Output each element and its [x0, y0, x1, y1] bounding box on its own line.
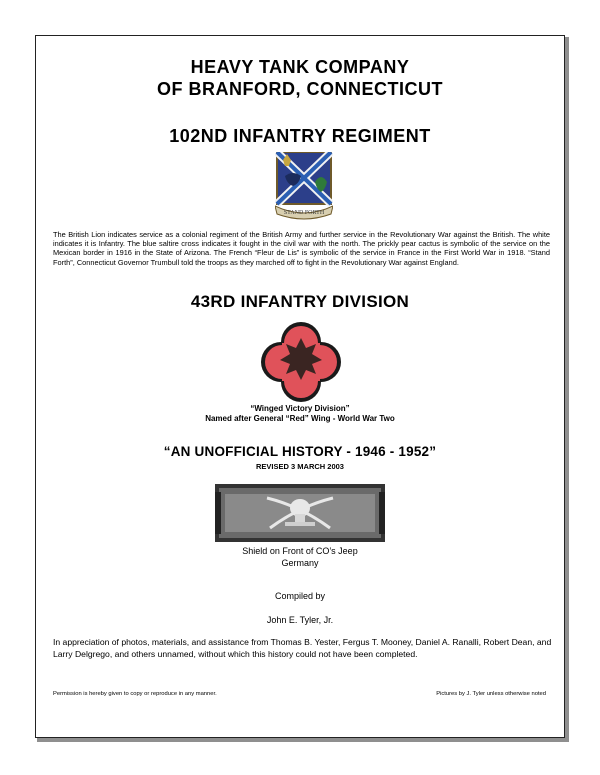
regiment-description: The British Lion indicates service as a colonial regiment of the British Army and further service in the Revolutionary War against the British. The white indicates it is Infantry. The blue saltire cross indicates it fought in the civil war with the north. The prickly pear cactus is symbolic of the service on the Mexican border in 1916 in the State of Arizona. The French “Fleur de Lis” is symbolic of the service in France in the First World War in 1918. “Stand Forth”, Connecticut Governor Trumbull told the troops as they marched off to fight in the Revolutionary War against England.: [53, 230, 550, 267]
regiment-heading: 102ND INFANTRY REGIMENT: [169, 126, 431, 146]
title-line-2: OF BRANFORD, CONNECTICUT: [157, 79, 443, 99]
compiled-by-label: Compiled by: [274, 591, 326, 601]
title-line-1: HEAVY TANK COMPANY: [190, 57, 410, 77]
crest-motto: STAND FORTH: [283, 210, 325, 216]
division-caption-line-1: “Winged Victory Division”: [250, 404, 350, 413]
jeep-shield-photo: [215, 484, 385, 542]
document-page: [35, 35, 565, 738]
photo-caption: [36, 545, 564, 569]
permission-note: Permission is hereby given to copy or reproduce in any manner.: [53, 691, 217, 697]
photo-caption-line-2: Germany: [281, 558, 319, 568]
division-caption: [36, 404, 564, 424]
photo-caption-line-1: Shield on Front of CO’s Jeep: [242, 546, 358, 556]
author-name: John E. Tyler, Jr.: [266, 615, 334, 625]
appreciation-text: In appreciation of photos, materials, and assistance from Thomas B. Yester, Fergus T. Mooney, Daniel A. Ranalli, Robert Dean, and Larry Delgrego, and others unnamed, without which this history could not have been completed.: [53, 637, 552, 659]
history-heading: “AN UNOFFICIAL HISTORY - 1946 - 1952”: [163, 444, 437, 459]
division-caption-line-2: Named after General “Red” Wing - World War Two: [205, 414, 395, 423]
division-heading: 43RD INFANTRY DIVISION: [190, 292, 410, 311]
pictures-credit: Pictures by J. Tyler unless otherwise noted: [436, 691, 546, 697]
revised-date: REVISED 3 MARCH 2003: [256, 462, 344, 471]
regiment-crest-icon: [275, 152, 333, 220]
division-patch-icon: [259, 322, 343, 402]
document-title: [36, 56, 564, 100]
